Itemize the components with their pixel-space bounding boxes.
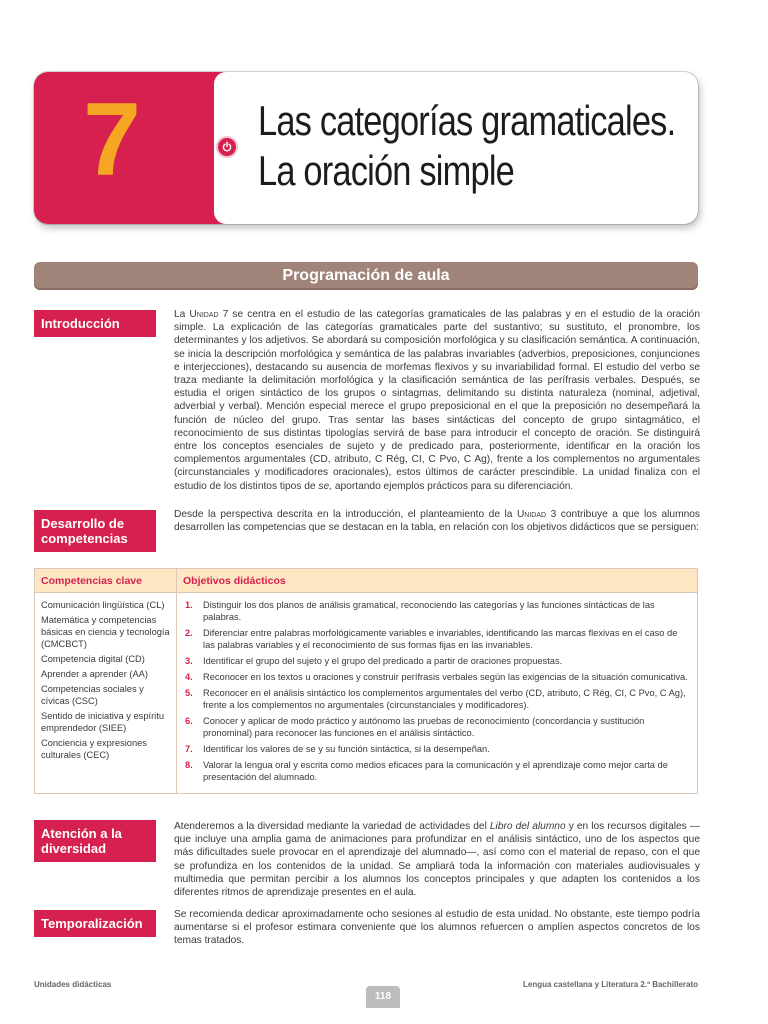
objetivo-number: 7. (185, 744, 193, 754)
footer-right: Lengua castellana y Literatura 2.º Bachillerato (523, 980, 698, 989)
objetivo-number: 8. (185, 760, 193, 770)
footer-left: Unidades didácticas (34, 980, 112, 989)
page-number: 118 (366, 986, 400, 1008)
objetivo-item (185, 715, 691, 739)
objetivo-number: 3. (185, 656, 193, 666)
competencia-item: Aprender a aprender (AA) (41, 669, 148, 679)
desarrollo-unit-word: Unidad (516, 509, 547, 520)
desarrollo-text (174, 508, 700, 534)
objetivo-item (185, 599, 691, 623)
unit-title (258, 96, 676, 196)
introduccion-label: Introducción (34, 310, 156, 337)
competencia-item: Conciencia y expresiones culturales (CEC) (41, 738, 147, 760)
unit-number: 7 (83, 82, 141, 198)
table-column-divider (176, 569, 177, 793)
introduccion-text (174, 308, 700, 493)
objetivo-number: 5. (185, 688, 193, 698)
table-header-objetivos: Objetivos didácticos (183, 575, 286, 587)
competencia-item: Sentido de iniciativa y espíritu emprendedor (SIEE) (41, 711, 164, 733)
competencia-item: Competencias sociales y cívicas (CSC) (41, 684, 144, 706)
atencion-italic: Libro del alumno (489, 821, 566, 832)
objetivo-number: 2. (185, 628, 193, 638)
desarrollo-start: Desde la perspectiva descrita en la introducción, el planteamiento de la (174, 509, 517, 520)
atencion-text (174, 820, 700, 899)
objetivo-number: 1. (185, 600, 193, 610)
objetivo-text: Identificar los valores de se y su función sintáctica, si la desempeñan. (203, 744, 490, 754)
unit-title-line2: La oración simple (258, 147, 514, 194)
competencias-list (41, 599, 171, 764)
objetivo-text: Distinguir los dos planos de análisis gramatical, reconociendo las categorías y las funciones sintácticas de las palabras. (203, 600, 655, 622)
objetivo-item (185, 743, 691, 755)
introduccion-lead: La (174, 309, 190, 320)
temporalizacion-text: Se recomienda dedicar aproximadamente ocho sesiones al estudio de esta unidad. No obstante, este tiempo podría aumentarse si el profesor estimara conveniente que los alumnos refuercen o amplíen aspectos concretos de los temas tratados. (174, 909, 700, 947)
section-title: Programación de aula (282, 267, 450, 284)
table-header-competencias: Competencias clave (41, 575, 142, 587)
section-bar (34, 262, 698, 290)
introduccion-italic: se, (318, 480, 333, 492)
competencia-item: Competencia digital (CD) (41, 654, 145, 664)
temporalizacion-label: Temporalización (34, 910, 156, 937)
introduccion-unit-word: Unidad (189, 309, 219, 320)
desarrollo-label: Desarrollo de competencias (34, 510, 156, 552)
competencia-item: Comunicación lingüística (CL) (41, 600, 165, 610)
objetivo-item (185, 655, 691, 667)
objetivo-item (185, 759, 691, 783)
objetivo-text: Diferenciar entre palabras morfológicamente variables e invariables, identificando las marcas flexivas en el caso de las palabras variables y el reconocimiento de sus formas fijas en las invariables. (203, 628, 678, 650)
atencion-label: Atención a la diversidad (34, 820, 156, 862)
objetivo-item (185, 671, 691, 683)
desarrollo-end: 3 contribuye a que los alumnos desarrollen las competencias que se destacan en la tabla, en relación con los objetivos didácticos que se persiguen: (174, 509, 701, 534)
objetivo-item (185, 627, 691, 651)
objetivo-text: Conocer y aplicar de modo práctico y autónomo las pruebas de reconocimiento (concordancia y sustitución pronominal) para reconocer las funciones en el análisis sintáctico. (203, 716, 645, 738)
objetivo-text: Identificar el grupo del sujeto y el grupo del predicado a partir de oraciones propuestas. (203, 656, 563, 666)
objetivo-text: Valorar la lengua oral y escrita como medios eficaces para la comunicación y el aprendizaje como mejor carta de presentación del alumnado. (203, 760, 668, 782)
objetivo-item (185, 687, 691, 711)
objetivo-text: Reconocer en los textos u oraciones y construir perífrasis verbales según las exigencias de la situación comunicativa. (203, 672, 688, 682)
unit-title-line1: Las categorías gramaticales. (258, 97, 676, 144)
introduccion-body: 7 se centra en el estudio de las categorías gramaticales de las palabras y en el estudio de la oración simple. La explicación de las categorías gramaticales parte del sustantivo; su sustituto, el pronombre, los determinantes y los adjetivos. Se abordará su composición morfológica y su clasificación semántica. A continuación, se inicia la descripción morfológica y semántica de las palabras invariables (adverbios, preposiciones, conjunciones e interjecciones), destacando su ausencia de morfemas flexivos y su invariabilidad formal. El estudio del verbo se traza mediante la delimitación morfológica y la clasificación semántica de las perífrasis verbales. Después, se estudia el origen sintáctico de los grupos o sintagmas, delimitando su distinta naturaleza (nominal, adjetival, adverbial y verbal). Mención especial merece el grupo preposicional en el que la preposición no desempeñará la función de núcleo del grupo. Tras sentar las bases sintácticas del concepto de grupo sintagmático, el reconocimiento de sus distintas tipologías servirá de base para introducir el concepto de oración. Se distinguirá entre los conceptos esenciales de sujeto y de predicado para, posteriormente, identificar en la oración los complementos argumentales (CD, atributo, C Rég, CI, C Pvo, C Ag), frente a los complementos no argumentales (circunstanciales y modificadores oracionales), estos últimos de carácter prescindible. La unidad finaliza con el estudio de los distintos tipos de (174, 309, 700, 492)
objetivo-number: 4. (185, 672, 193, 682)
objetivos-list (185, 599, 691, 787)
power-icon[interactable] (216, 136, 238, 158)
competencias-table (34, 568, 698, 794)
table-header (35, 569, 697, 593)
objetivo-number: 6. (185, 716, 193, 726)
atencion-end: y en los recursos digitales —que incluye una amplia gama de animaciones para profundizar en el análisis sintáctico, uno de los aspectos que más dificultades suele provocar en el aprendizaje del alumnado—, así como con el material de repaso, con el que se profundiza en los contenidos de la unidad. Se ampliará toda la información con materiales audiovisuales y multimedia que permitan percibir a los alumnos los conceptos principales y que adapten los contenidos a los diferentes ritmos de aprendizaje presentes en el aula. (174, 821, 701, 899)
objetivo-text: Reconocer en el análisis sintáctico los complementos argumentales del verbo (CD, atributo, C Rég, CI, C Pvo, C Ag), frente a los complementos no argumentales (circunstanciales y modificadores). (203, 688, 686, 710)
competencia-item: Matemática y competencias básicas en ciencia y tecnología (CMCBCT) (41, 615, 170, 649)
atencion-start: Atenderemos a la diversidad mediante la variedad de actividades del (174, 821, 490, 832)
introduccion-end: aportando ejemplos prácticos para su diferenciación. (332, 480, 574, 492)
